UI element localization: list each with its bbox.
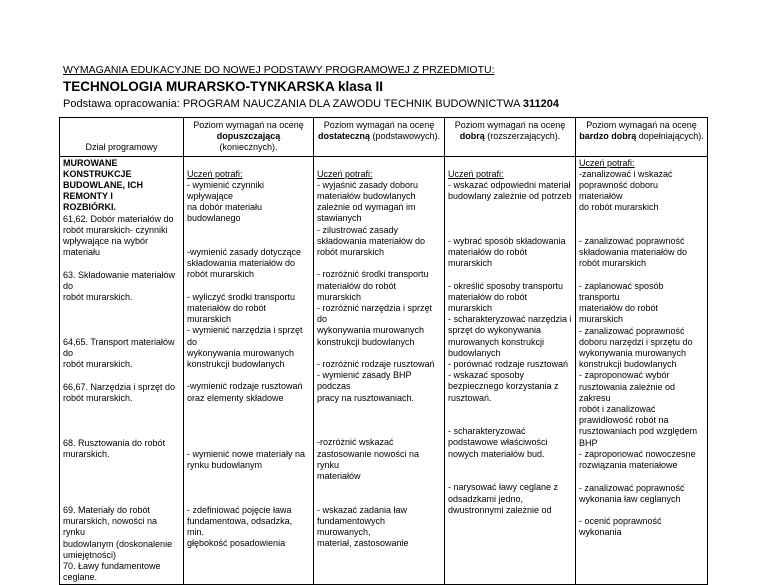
grade-2-cell: Uczeń potrafi: - wymienić czynniki wpływające na dobór materiału budowlanego -wymienić zasady dotyczące składowania materiałów do robót murarskich - wyliczyć środki transportu materiałów do robót murarskich - wymienić narzędzia i sprzęt do wykonywania murowanych konstrukcji budowlanych -wymienić rodzaje rusztowań oraz elementy składowe - wymienić nowe materiały na rynku budowlanym - zdefiniować pojęcie ława fundamentowa, odsadzka, min. głębokość posadowienia	[184, 156, 314, 585]
table-header-row	[60, 118, 708, 157]
section-cell: MUROWANE KONSTRUKCJE BUDOWLANE, ICH REMONTY I ROZBIÓRKI. 61,62. Dobór materiałów do robót murarskich- czynniki wpływające na wybór materiału 63. Składowanie materiałów do robót murarskich. 64,65. Transport materiałów do robót murarskich. 66,67. Narzędzia i sprzęt do robót murarskich. 68. Rusztowania do robót murarskich. 69. Materiały do robót murarskich, nowości na rynku budowlanym (doskonalenie umiejętności) 70. Ławy fundamentowe ceglane.	[60, 156, 184, 585]
grade-5-cell: Uczeń potrafi: -zanalizować i wskazać poprawność doboru materiałów do robót murarskich - zanalizować poprawność składowania materiałów do robót murarskich - zaplanować sposób transportu materiałów do robót murarskich - zanalizować poprawność doboru narzędzi i sprzętu do wykonywania murowanych konstrukcji budowlanych - zaproponować wybór rusztowania zależnie od zakresu robót i zanalizować prawidłowość robót na rusztowaniach pod względem BHP - zaproponować nowoczesne rozwiązania materiałowe - zanalizować poprawność wykonania ław ceglanych - ocenić poprawność wykonania	[576, 156, 708, 585]
header-grade-2: Poziom wymagań na ocenę dopuszczającą (koniecznych).	[184, 118, 314, 157]
header-grade-3: Poziom wymagań na ocenę dostateczną (podstawowych).	[314, 118, 445, 157]
doc-heading-requirements: WYMAGANIA EDUKACYJNE DO NOWEJ PODSTAWY PROGRAMOWEJ Z PRZEDMIOTU:	[63, 64, 495, 76]
header-grade-5: Poziom wymagań na ocenę bardzo dobrą dopełniających).	[576, 118, 708, 157]
grade-3-cell: Uczeń potrafi: - wyjaśnić zasady doboru materiałów budowlanych zależnie od wymagań im stawianych - zilustrować zasady składowania materiałów do robót murarskich - rozróżnić środki transportu materiałów do robót murarskich - rozróżnić narzędzia i sprzęt do wykonywania murowanych konstrukcji budowlanych - rozróżnić rodzaje rusztowań - wymienić zasady BHP podczas pracy na rusztowaniach. -rozróżnić wskazać zastosowanie nowości na rynku materiałów - wskazać zadania ław fundamentowych murowanych, materiał, zastosowanie	[314, 156, 445, 585]
requirements-table	[59, 117, 708, 585]
table-row	[60, 156, 708, 585]
doc-heading-subject: TECHNOLOGIA MURARSKO-TYNKARSKA klasa II	[63, 79, 384, 94]
doc-heading-basis: Podstawa opracowania: PROGRAM NAUCZANIA DLA ZAWODU TECHNIK BUDOWNICTWA 311204	[63, 98, 559, 110]
grade-4-cell: Uczeń potrafi: - wskazać odpowiedni materiał budowlany zależnie od potrzeb - wybrać sposób składowania materiałów do robót murarskich - określić sposoby transportu materiałów do robót murarskich - scharakteryzować narzędzia i sprzęt do wykonywania murowanych konstrukcji budowlanych - porównać rodzaje rusztowań - wskazać sposoby bezpiecznego korzystania z rusztowań. - scharakteryzować podstawowe właściwości nowych materiałów bud. - narysować ławy ceglane z odsadzkami jedno, dwustronnymi zależnie od	[445, 156, 576, 585]
header-section: Dział programowy	[60, 118, 184, 157]
program-code: 311204	[522, 98, 559, 110]
header-grade-4: Poziom wymagań na ocenę dobrą (rozszerzających).	[445, 118, 576, 157]
